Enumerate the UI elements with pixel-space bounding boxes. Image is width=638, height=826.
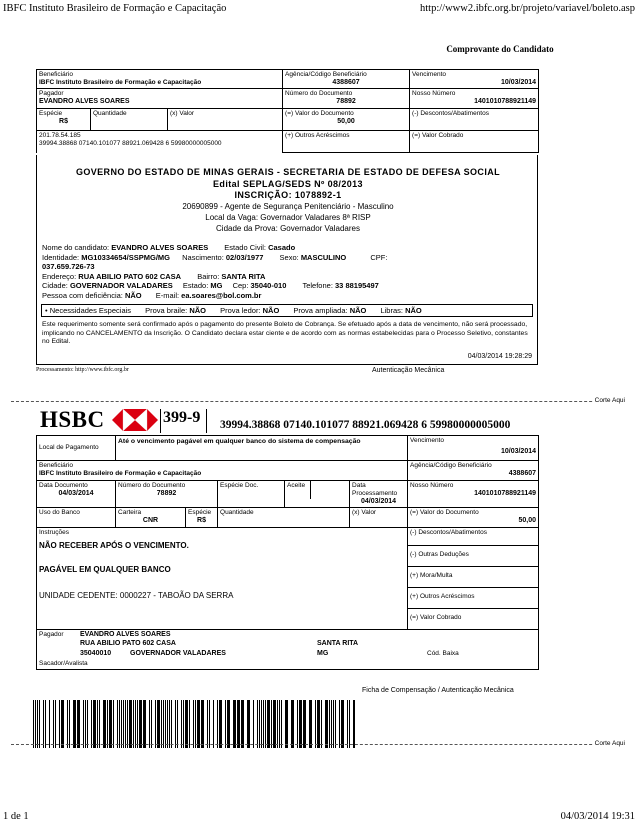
receipt-ip: 201.78.54.185 <box>39 132 81 139</box>
candidate-cidade: GOVERNADOR VALADARES <box>69 281 173 290</box>
receipt-agencia: 4388607 <box>332 79 360 86</box>
candidate-identidade-label: Identidade: <box>42 252 80 262</box>
ficha-quantidade-label: Quantidade <box>220 509 254 516</box>
autenticacao-mecanica: Autenticação Mecânica <box>372 367 445 374</box>
candidate-info <box>42 243 522 300</box>
data-documento-label: Data Documento <box>39 482 88 489</box>
pagador-label: Pagador <box>39 631 64 638</box>
receipt-agencia-label: Agência/Código Beneficiário <box>285 71 367 78</box>
receipt-descontos-label: (-) Descontos/Abatimentos <box>412 110 489 117</box>
candidate-email-label: E-mail: <box>155 290 180 300</box>
candidate-cpf-label: CPF: <box>370 252 388 262</box>
candidate-cpf: 037.659.726-73 <box>42 262 95 271</box>
cod-baixa-label: Cód. Baixa <box>427 650 459 657</box>
receipt-valor-doc: 50,00 <box>337 118 355 125</box>
candidate-bairro: SANTA RITA <box>221 271 266 281</box>
ficha-x-valor-label: (x) Valor <box>352 509 377 516</box>
receipt-numero-doc-label: Número do Documento <box>285 90 353 97</box>
ficha-table <box>36 435 539 670</box>
ficha-numero-doc-label: Número do Documento <box>118 482 186 489</box>
candidate-deficiencia: NÃO <box>124 290 142 300</box>
exam-inscricao: INSCRIÇÃO: 1078892-1 <box>234 190 342 200</box>
receipt-linha-digitavel: 39994.38868 07140.101077 88921.069428 6 59980000005000 <box>39 140 222 147</box>
candidate-nome: EVANDRO ALVES SOARES <box>111 243 209 252</box>
receipt-x-valor-label: (x) Valor <box>170 110 195 117</box>
especie-doc-label: Espécie Doc. <box>220 482 259 489</box>
barcode-bar <box>353 700 355 748</box>
candidate-endereco-label: Endereço: <box>42 271 77 281</box>
instrucao-nao-receber: NÃO RECEBER APÓS O VENCIMENTO. <box>39 541 189 550</box>
ficha-outros-acrescimos-label: (+) Outros Acréscimos <box>410 593 475 600</box>
data-processamento-label: Data Processamento <box>352 482 398 497</box>
notice-timestamp: 04/03/2014 19:28:29 <box>467 353 532 360</box>
ficha-pagador-uf: MG <box>317 650 329 657</box>
receipt-nosso-numero: 1401010788921149 <box>474 98 537 105</box>
receipt-numero-doc: 78892 <box>336 98 356 105</box>
ficha-agencia: 4388607 <box>508 470 537 477</box>
exam-edital: Edital SEPLAG/SEDS Nº 08/2013 <box>213 179 363 189</box>
candidate-sexo-label: Sexo: <box>279 252 299 262</box>
libras-label: Libras: <box>380 306 403 315</box>
candidate-endereco: RUA ABILIO PATO 602 CASA <box>78 271 182 281</box>
barcode <box>33 700 355 748</box>
candidate-telefone-label: Telefone: <box>302 281 333 290</box>
candidate-cep-label: Cep: <box>232 281 249 290</box>
candidate-telefone: 33 88195497 <box>335 281 379 290</box>
print-datetime: 04/03/2014 19:31 <box>560 811 635 822</box>
bank-code-divider-left <box>160 409 161 433</box>
ficha-vencimento: 10/03/2014 <box>500 448 537 455</box>
prova-ampliada: NÃO <box>349 306 367 315</box>
ficha-vencimento-label: Vencimento <box>410 437 444 444</box>
receipt-beneficiario-label: Beneficiário <box>39 71 73 78</box>
carteira-label: Carteira <box>118 509 142 516</box>
cut-label-2: Corte Aqui <box>594 740 625 747</box>
receipt-especie: R$ <box>59 118 68 125</box>
exam-cargo: 20690899 - Agente de Segurança Penitenciário - Masculino <box>182 202 394 211</box>
ficha-especie-label: Espécie <box>188 509 212 516</box>
carteira: CNR <box>142 517 159 524</box>
hsbc-wordmark: HSBC <box>40 407 105 432</box>
candidate-identidade: MG10334654/SSPMG/MG <box>81 252 171 262</box>
notice-text: Este requerimento somente será confirmado após o pagamento do presente Boleto de Cobrança. Se efetuado após a data de vencimento, não será processado, implicando no CANCELAMENTO da Inscrição. O Candidato declara estar ciente e de acordo com as normas estabelecidas para o Processo Seletivo, constantes no Edital. <box>42 321 528 346</box>
receipt-pagador: EVANDRO ALVES SOARES <box>39 98 130 105</box>
instrucao-unidade-cedente: UNIDADE CEDENTE: 0000227 - TABOÃO DA SERRA <box>39 591 234 600</box>
ficha-pagador-endereco: RUA ABILIO PATO 602 CASA <box>80 640 176 647</box>
sacador-avalista-label: Sacador/Avalista <box>39 660 88 667</box>
processamento-url: Processamento: http://www.ibfc.org.br <box>36 367 129 373</box>
special-needs-box <box>41 304 533 317</box>
prova-braile-label: Prova braile: <box>145 306 188 315</box>
receipt-heading: Comprovante do Candidato <box>446 44 554 54</box>
outras-deducoes-label: (-) Outras Deduções <box>410 551 469 558</box>
data-documento: 04/03/2014 <box>58 490 94 497</box>
ficha-valor-doc-label: (=) Valor do Documento <box>410 509 479 516</box>
cut-line-2 <box>11 744 627 745</box>
candidate-nascimento: 02/03/1977 <box>225 252 264 262</box>
receipt-nosso-numero-label: Nosso Número <box>412 90 456 97</box>
ficha-nosso-numero: 1401010788921149 <box>474 490 537 497</box>
candidate-bairro-label: Bairro: <box>197 271 220 281</box>
libras: NÃO <box>405 306 422 315</box>
ficha-pagador-nome: EVANDRO ALVES SOARES <box>80 631 171 638</box>
receipt-pagador-label: Pagador <box>39 90 64 97</box>
receipt-vencimento-label: Vencimento <box>412 71 446 78</box>
instrucao-pagavel: PAGÁVEL EM QUALQUER BANCO <box>39 565 171 574</box>
candidate-deficiencia-label: Pessoa com deficiência: <box>42 290 123 300</box>
ficha-descontos-label: (-) Descontos/Abatimentos <box>410 529 487 536</box>
hsbc-logo <box>40 408 150 432</box>
local-pagamento-label: Local de Pagamento <box>39 444 99 451</box>
receipt-valor-cobrado-label: (=) Valor Cobrado <box>412 132 464 139</box>
candidate-cidade-label: Cidade: <box>42 281 68 290</box>
mora-multa-label: (+) Mora/Multa <box>410 572 453 579</box>
hsbc-hexagon-icon <box>112 409 158 431</box>
bank-code: 399-9 <box>163 409 201 426</box>
special-needs-label: Necessidades Especiais <box>49 306 132 315</box>
ficha-beneficiario-label: Beneficiário <box>39 462 73 469</box>
ficha-nosso-numero-label: Nosso Número <box>410 482 454 489</box>
candidate-sexo: MASCULINO <box>300 252 347 262</box>
receipt-outros-acrescimos-label: (+) Outros Acréscimos <box>285 132 350 139</box>
ficha-pagador-cidade: GOVERNADOR VALADARES <box>130 650 226 657</box>
ficha-pagador-cep: 35040010 <box>80 650 112 657</box>
ficha-especie: R$ <box>197 517 206 524</box>
exam-header-line1: GOVERNO DO ESTADO DE MINAS GERAIS - SECRETARIA DE ESTADO DE DEFESA SOCIAL <box>75 167 501 177</box>
uso-banco-label: Uso do Banco <box>39 509 80 516</box>
print-page-title: IBFC Instituto Brasileiro de Formação e Capacitação <box>3 3 227 14</box>
prova-braile: NÃO <box>189 306 206 315</box>
candidate-nascimento-label: Nascimento: <box>182 252 224 262</box>
prova-ledor-label: Prova ledor: <box>220 306 261 315</box>
special-needs-bullet: • <box>45 306 48 315</box>
ficha-compensacao-label: Ficha de Compensação / Autenticação Mecânica <box>362 687 514 694</box>
local-pagamento: Até o vencimento pagável em qualquer banco do sistema de compensação <box>118 438 361 445</box>
ficha-numero-doc: 78892 <box>156 490 177 497</box>
ficha-valor-cobrado-label: (=) Valor Cobrado <box>410 614 462 621</box>
ficha-valor-doc: 50,00 <box>518 517 537 524</box>
prova-ledor: NÃO <box>262 306 280 315</box>
cut-line-1 <box>11 401 627 402</box>
candidate-email: ea.soares@bol.com.br <box>181 290 262 300</box>
cut-label-1: Corte Aqui <box>594 397 625 404</box>
exam-local-vaga: Local da Vaga: Governador Valadares 8ª RISP <box>205 213 371 222</box>
exam-cidade-prova: Cidade da Prova: Governador Valadares <box>216 224 360 233</box>
candidate-cep: 35040-010 <box>250 281 287 290</box>
receipt-quantidade-label: Quantidade <box>93 110 127 117</box>
ficha-beneficiario: IBFC Instituto Brasileiro de Formação e Capacitação <box>39 470 202 477</box>
bank-code-divider-right <box>206 409 207 433</box>
aceite-label: Aceite <box>285 481 311 499</box>
receipt-table <box>36 69 539 153</box>
receipt-especie-label: Espécie <box>39 110 63 117</box>
prova-ampliada-label: Prova ampliada: <box>293 306 348 315</box>
receipt-vencimento: 10/03/2014 <box>500 79 537 86</box>
bank-linha-digitavel: 39994.38868 07140.101077 88921.069428 6 59980000005000 <box>220 419 511 431</box>
instrucoes-label: Instruções <box>39 529 69 536</box>
print-page-count: 1 de 1 <box>3 811 29 822</box>
ficha-agencia-label: Agência/Código Beneficiário <box>410 462 492 469</box>
ficha-pagador-bairro: SANTA RITA <box>317 640 359 647</box>
candidate-estado-civil: Casado <box>268 243 296 252</box>
candidate-estado-civil-label: Estado Civil: <box>224 243 266 252</box>
receipt-beneficiario: IBFC Instituto Brasileiro de Formação e Capacitação <box>39 79 202 86</box>
candidate-estado: MG <box>210 281 223 290</box>
print-url: http://www2.ibfc.org.br/projeto/variavel/boleto.asp <box>419 3 635 14</box>
candidate-estado-label: Estado: <box>182 281 209 290</box>
candidate-nome-label: Nome do candidato: <box>42 243 110 252</box>
data-processamento: 04/03/2014 <box>360 498 397 505</box>
receipt-valor-doc-label: (=) Valor do Documento <box>285 110 354 117</box>
